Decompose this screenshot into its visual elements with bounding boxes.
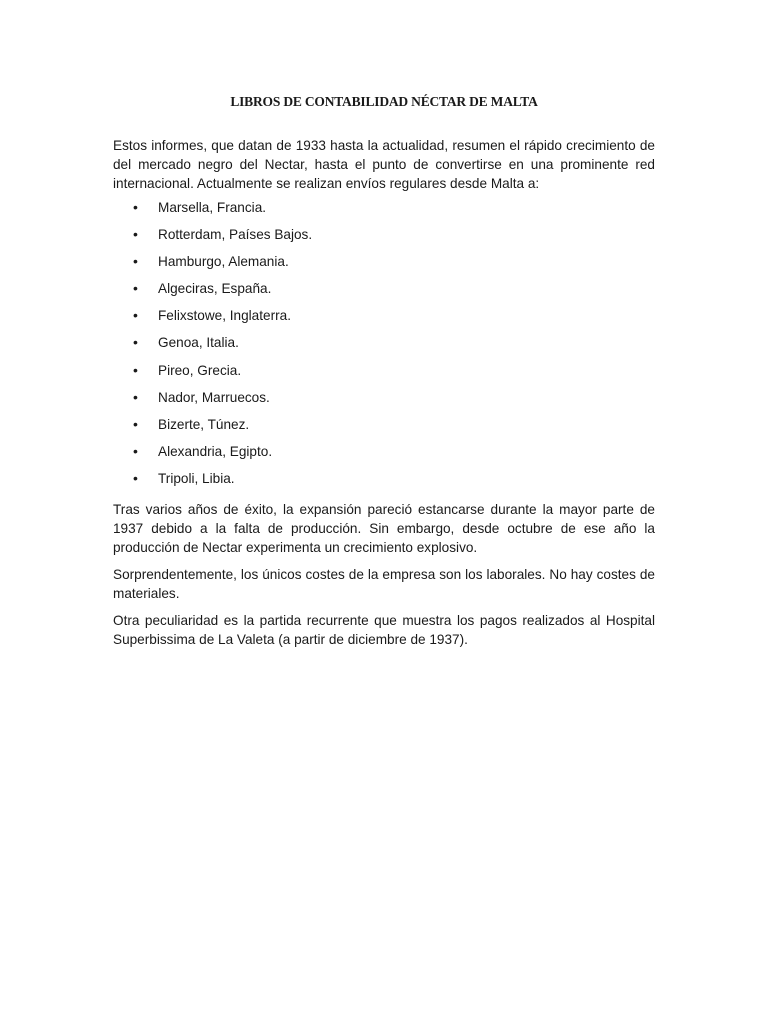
list-item <box>113 388 655 415</box>
list-item <box>113 333 655 360</box>
bullet-icon: • <box>133 253 138 270</box>
bullet-icon: • <box>133 442 138 459</box>
list-item <box>113 252 655 279</box>
bullet-icon: • <box>133 334 138 351</box>
intro-paragraph: Estos informes, que datan de 1933 hasta la actualidad, resumen el rápido crecimiento de del mercado negro del Nectar, hasta el punto de convertirse en una prominente red internacional. Actualmente se realizan envíos regulares desde Malta a: <box>113 138 655 191</box>
bullet-icon: • <box>133 415 138 432</box>
list-item <box>113 198 655 225</box>
destination-label: Felixstowe, Inglaterra. <box>158 308 291 324</box>
list-item <box>113 469 655 496</box>
bullet-icon: • <box>133 280 138 297</box>
destination-label: Bizerte, Túnez. <box>158 416 250 432</box>
destination-label: Tripoli, Libia. <box>158 470 235 486</box>
list-item <box>113 415 655 442</box>
document-body <box>113 136 655 649</box>
destination-label: Rotterdam, Países Bajos. <box>158 227 313 243</box>
list-item <box>113 306 655 333</box>
destination-list <box>113 198 655 496</box>
destination-label: Nador, Marruecos. <box>158 389 270 405</box>
destination-label: Pireo, Grecia. <box>158 362 242 378</box>
paragraph-production: Tras varios años de éxito, la expansión pareció estancarse durante la mayor parte de 1937 debido a la falta de producción. Sin embargo, desde octubre de ese año la producción de Nectar experimenta un crecimiento explosivo. <box>113 502 655 556</box>
destination-label: Genoa, Italia. <box>158 335 239 351</box>
bullet-icon: • <box>133 307 138 324</box>
bullet-icon: • <box>133 361 138 378</box>
list-item <box>113 361 655 388</box>
bullet-icon: • <box>133 226 138 243</box>
list-item <box>113 279 655 306</box>
destination-label: Hamburgo, Alemania. <box>158 254 289 270</box>
bullet-icon: • <box>133 469 138 486</box>
list-item <box>113 225 655 252</box>
document-title: LIBROS DE CONTABILIDAD NÉCTAR DE MALTA <box>230 94 538 109</box>
bullet-icon: • <box>133 199 138 215</box>
destination-label: Algeciras, España. <box>158 281 272 297</box>
destination-label: Marsella, Francia. <box>158 200 267 215</box>
bullet-icon: • <box>133 388 138 405</box>
paragraph-costs: Sorprendentemente, los únicos costes de la empresa son los laborales. No hay costes de materiales. <box>113 567 655 602</box>
paragraph-hospital: Otra peculiaridad es la partida recurrente que muestra los pagos realizados al Hospital Superbissima de La Valeta (a partir de diciembre de 1937). <box>113 613 655 648</box>
destination-label: Alexandria, Egipto. <box>158 443 273 459</box>
list-item <box>113 442 655 469</box>
